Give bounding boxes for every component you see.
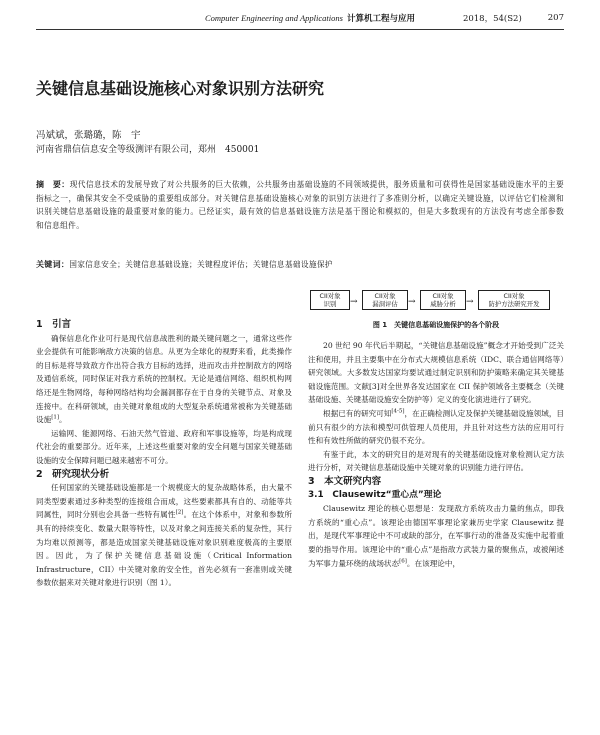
abstract-label: 摘 要：	[36, 180, 70, 189]
paragraph: 20 世纪 90 年代后半期起，“关键信息基础设施”概念才开始受到广泛关注和使用，并且主要集中在分布式大规模信息系统（IDC、联合通信网络等）研究领域。大多数发达国家均要试通过制定识别和防护策略来确定其关键基础设施范围。文献[3]对全世界各发达国家在 CII 保护领域各主要概念（关键基础设施、关键基础设施安全防护等）定义的变化演进进行了研究。	[308, 341, 564, 405]
page-number: 207	[547, 13, 564, 23]
keywords-label: 关键词：	[36, 260, 70, 269]
left-column	[36, 318, 292, 590]
abstract	[36, 178, 564, 232]
paragraph: 有鉴于此，本文的研究目的是对现有的关键基础设施对象检测认定方法进行分析，对关键信息基础设施中关键对象的识别能力进行评估。	[308, 449, 564, 473]
section-heading-content: 3 本文研究内容	[308, 475, 382, 487]
keywords-text: 国家信息安全；关键信息基础设施；关键程度评估；关键信息基础设施保护	[69, 260, 333, 269]
arrow-right-icon: →	[466, 297, 474, 307]
section-heading-intro: 1 引言	[36, 319, 72, 330]
citation: [4-5]	[391, 408, 405, 415]
article-title: 关键信息基础设施核心对象识别方法研究	[36, 79, 325, 98]
paragraph: 运输网、能源网络、石油天然气管道、政府和军事设施等，均是构成现代社会的重要部分。近年来，上述这些重要对象的安全问题与国家关键基础设施的安全保障问题已越来越密不可分。	[36, 428, 292, 465]
volume-info: 2018，54(S2)	[462, 14, 522, 24]
right-column	[308, 339, 564, 570]
paragraph: Clausewitz 理论的核心思想是：发现敌方系统攻击力量的焦点，即我方系统的“重心点”。该理论由德国军事理论家兼历史学家 Clausewitz 提出，是现代军事理论中不可或缺的部分，在军事行动的准备及实施中起着重要的指导作用。该理论中的“重心点”是指敌方武装力量的聚焦点，或被阐述为军事力量环绕的战场状态[6]。在该理论中，	[308, 504, 564, 568]
abstract-text: 现代信息技术的发展导致了对公共服务的巨大依赖，公共服务由基础设施的不同领域提供，服务质量和可获得性是国家基础设施水平的主要指标之一，确保其安全不受威胁的重要组成部分。对关键信息基础设施核心对象的识别方法进行了多准则分析，以确定关键设施，以评估它们检测和识别关键信息基础设施的最重要对象的能力。已经证实，最有效的信息基础设施方法是基于图论和模拟的，但是大多数现有的方法没有考虑全部参数和信息组件。	[36, 180, 564, 230]
header-rule	[36, 29, 564, 30]
subsection-heading-clausewitz: 3.1 Clausewitz“重心点”理论	[308, 489, 442, 500]
section-heading-status: 2 研究现状分析	[36, 468, 110, 480]
affiliation: 河南省鼎信信息安全等级测评有限公司，郑州 450001	[36, 145, 260, 155]
journal-name-cn: 计算机工程与应用	[346, 14, 415, 24]
flow-box-vulnerability: CII对象 漏洞评估	[362, 290, 408, 310]
arrow-right-icon: →	[350, 297, 358, 307]
keywords	[36, 258, 564, 271]
author-list: 冯斌斌，张璐璐，陈 宇	[36, 130, 141, 141]
journal-name: Computer Engineering and Applications	[204, 13, 343, 23]
citation: [2]	[175, 509, 184, 516]
citation: [6]	[399, 557, 407, 564]
paragraph: 根据已有的研究可知[4-5]，在正确检测认定及保护关键基础设施领域，目前只有很少的方法和模型可供管理人员使用，并且针对这些方法的应用可行性和有效性所做的研究仍很不充分。	[308, 408, 565, 446]
paragraph: 确保信息化作业可行是现代信息战胜利的最关键问题之一，通常这些作业会提供有可能影响敌方决策的信息。从更为全球化的视野来看，此类操作的目标是将导致敌方作出符合我方目标的选择，进而攻击并控制敌方的网络及通信系统，同时保证对我方系统的控制权。无论是通信网络、组织机构网络还是生物网络，每种网络结构均会漏洞都存在于自身的关键节点、对象及连接中。在科研领域，由关键对象组成的大型复杂系统通常被称为关键基础设施[1]。	[36, 333, 292, 425]
flow-box-protection: CII对象 防护方法研究开发	[478, 290, 550, 310]
figure-caption: 图 1 关键信息基础设施保护的各个阶段	[372, 321, 500, 329]
arrow-right-icon: →	[408, 297, 416, 307]
paragraph: 任何国家的关键基础设施都是一个规模庞大的复杂战略体系，由大量不同类型要素通过多种类型的连接组合而成，这些要素都具有自的、动能等共同属性，同时分别也会具备一些特有属性[2]。在这个体系中，对象和参数所具有的持续变化、数量大限等特性，以及对象之间连接关系的复杂性，其行为均难以预测等，都是造成国家关键基础设施对象识别难度极高的主要原因。因此，为了保护关键信息基础设施（Critical Information Infrastructure，CII）中关键对象的安全性，首先必须有一套准则或关键参数依据来对关键对象进行识别（图 1）。	[36, 483, 293, 588]
flow-box-threat: CII对象 威胁分析	[420, 290, 466, 310]
figure-1	[308, 290, 564, 338]
running-header	[36, 10, 564, 26]
flow-box-identify: CII对象 识别	[310, 290, 350, 310]
citation: [1]	[51, 414, 59, 421]
